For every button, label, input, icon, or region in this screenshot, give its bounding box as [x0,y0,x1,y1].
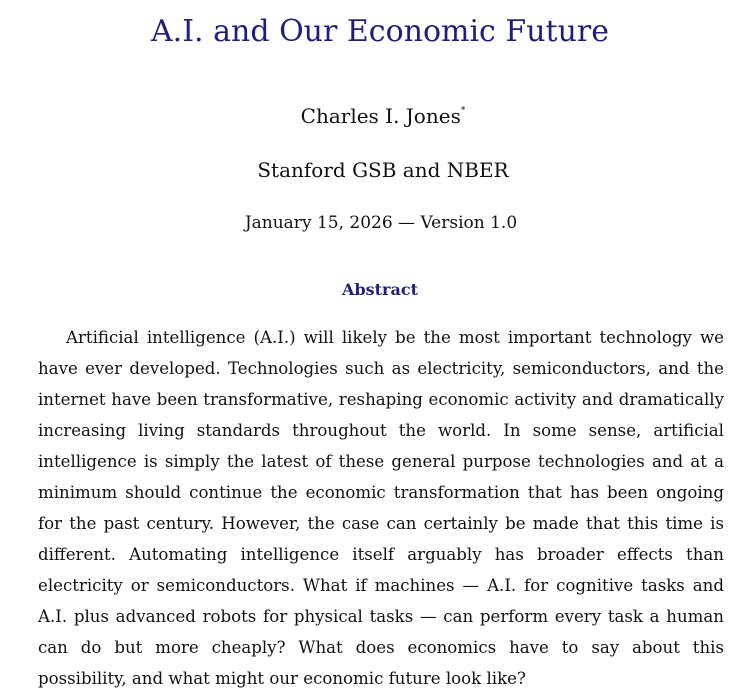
author-footnote-mark[interactable]: * [460,106,466,116]
author-name: Charles I. Jones [300,104,461,128]
paper-title: A.I. and Our Economic Future [151,14,609,49]
author-line [0,104,755,128]
date-version-line: January 15, 2026 — Version 1.0 [244,213,518,233]
abstract-body: Artificial intelligence (A.I.) will likely be the most important technology we have ever developed. Technologies such as electricity, semiconductors, and the internet have been transformative, reshaping economic activity and dramatically increasing living standards throughout the world. In some sense, artificial intelligence is simply the latest of these general purpose technologies and at a minimum should continue the economic transformation that has been ongoing for the past century. However, the case can certainly be made that this time is different. Automating intelligence itself arguably has broader effects than electricity or semiconductors. What if machines — A.I. for cognitive tasks and A.I. plus advanced robots for physical tasks — can perform every task a human can do but more cheaply? What does economics have to say about this possibility, and what might our economic future look like? [38,328,724,688]
abstract-heading: Abstract [342,280,418,299]
author-affiliation: Stanford GSB and NBER [257,158,509,182]
